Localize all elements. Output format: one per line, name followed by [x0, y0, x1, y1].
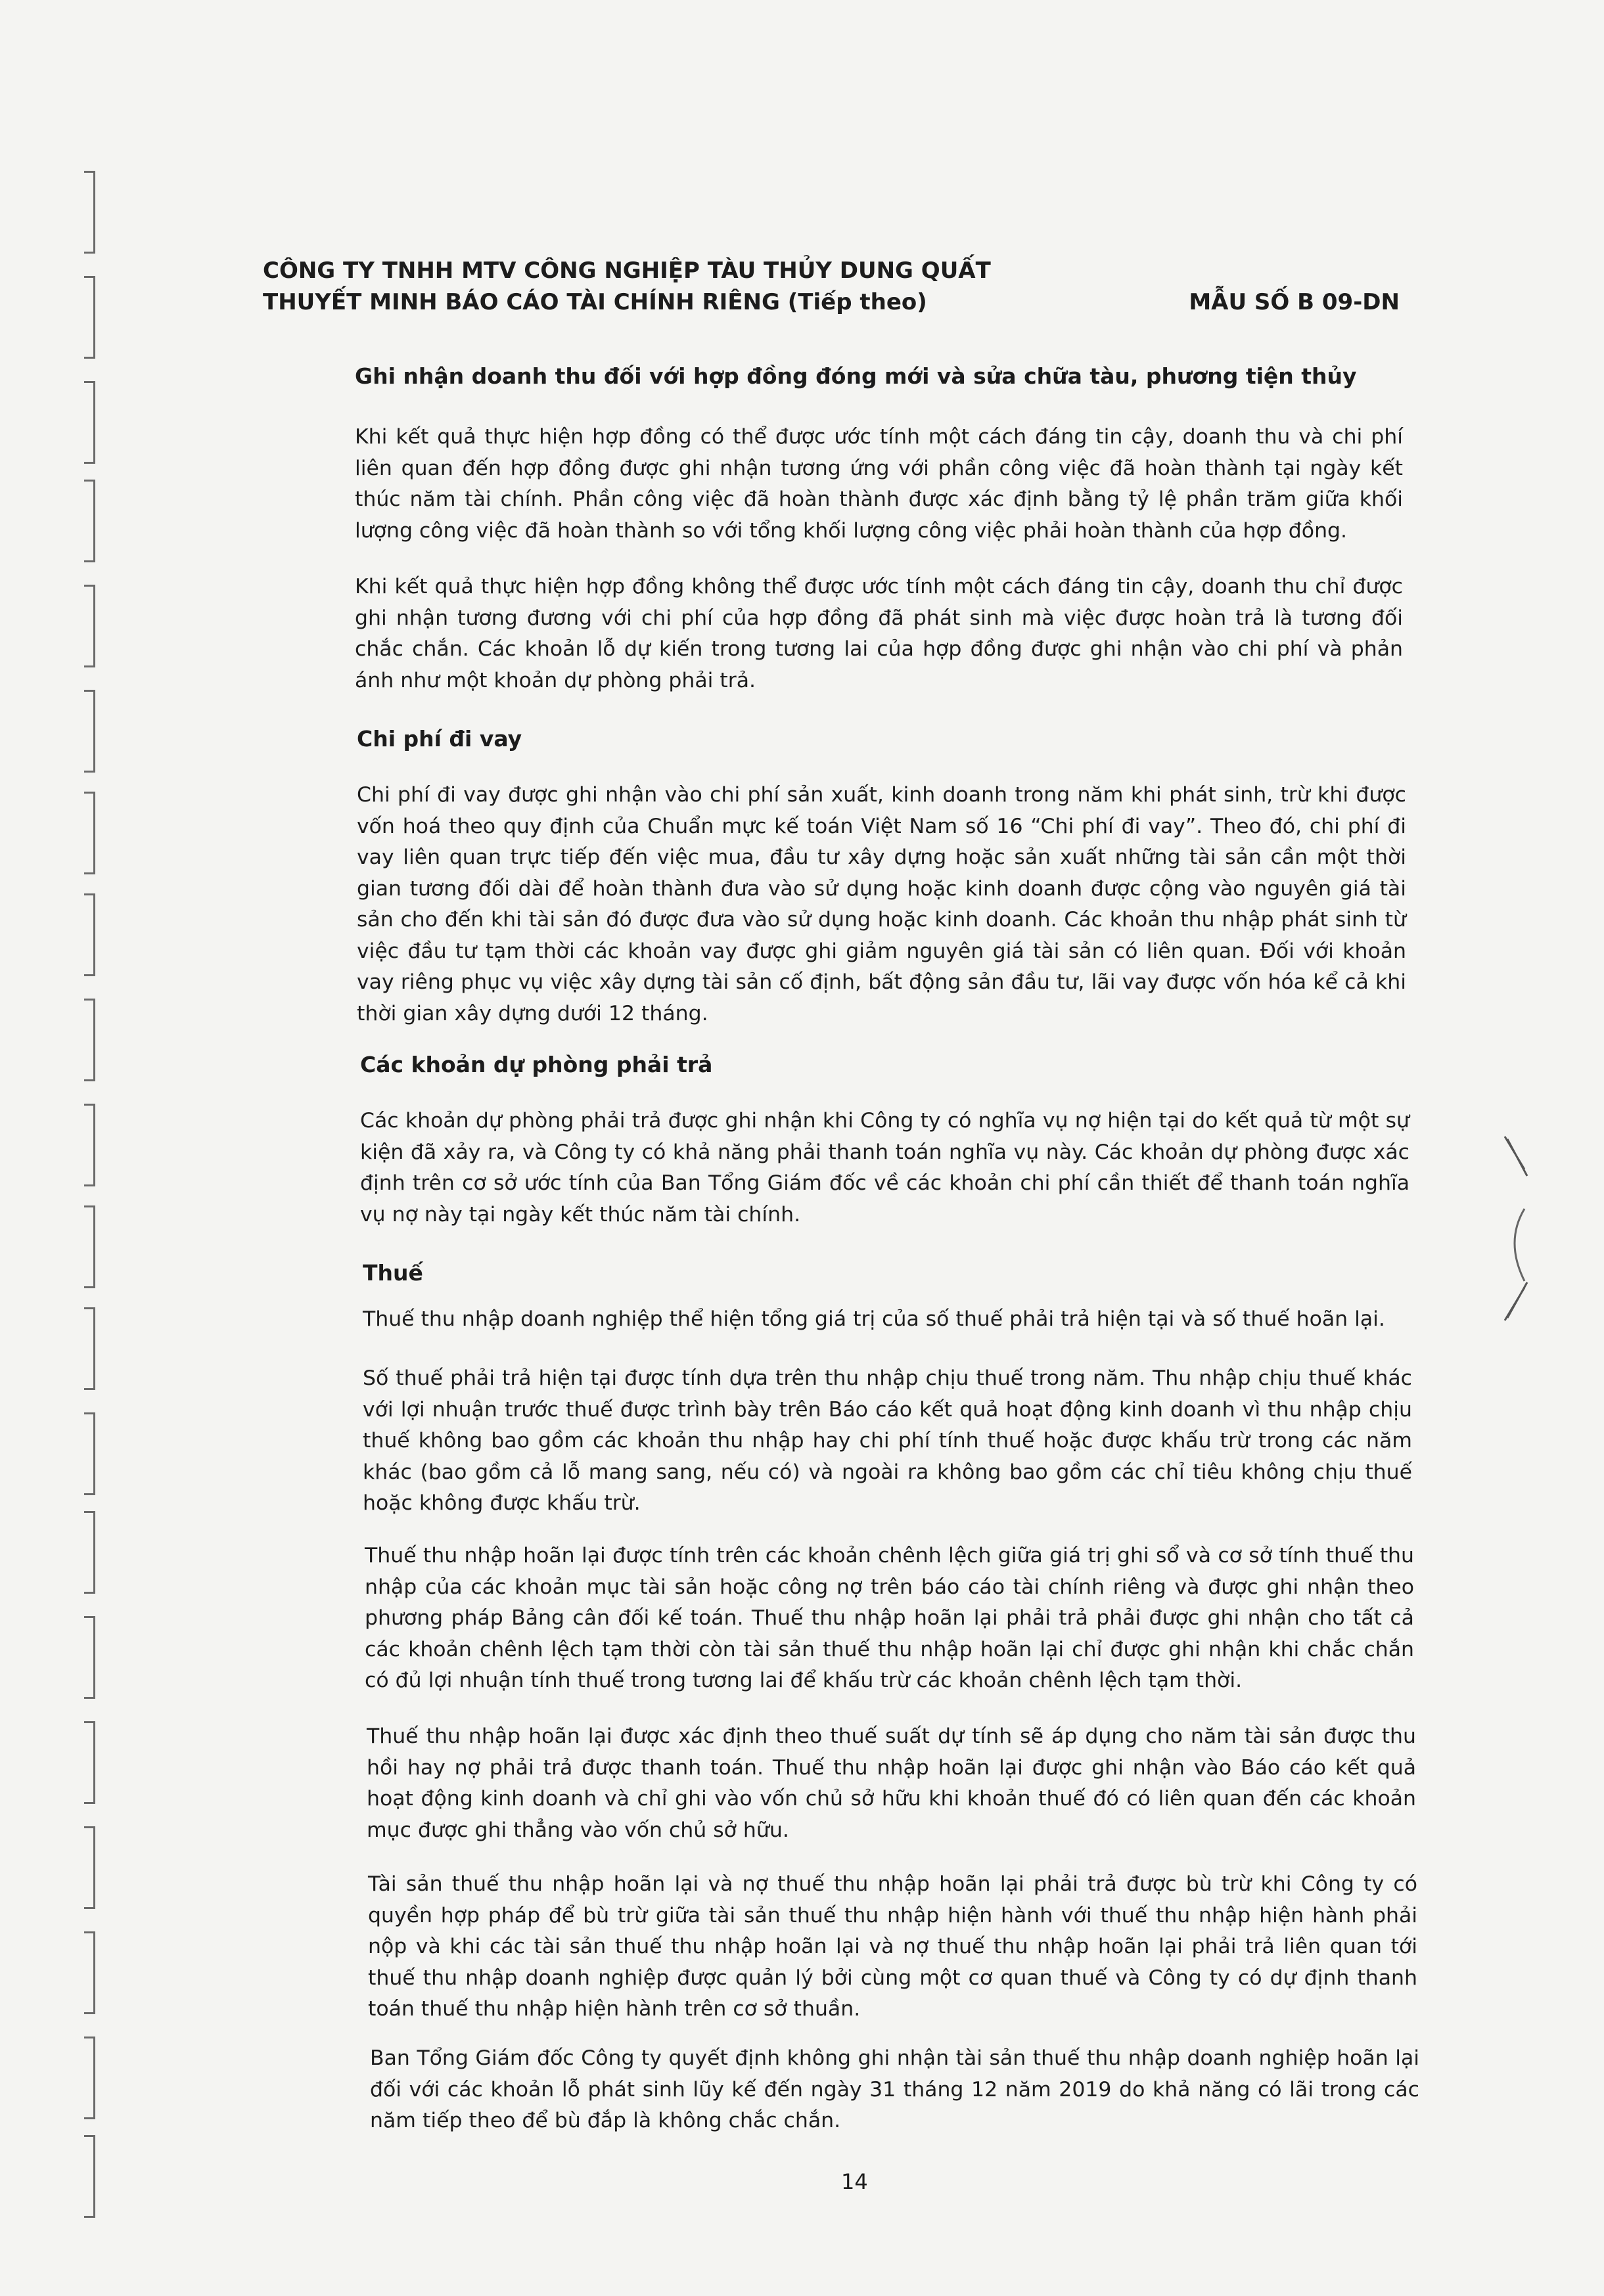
- heading-tax: Thuế: [363, 1260, 423, 1286]
- paragraph-tax-5: Tài sản thuế thu nhập hoãn lại và nợ thuế thu nhập hoãn lại phải trả được bù trừ khi Công ty có quyền hợp pháp để bù trừ giữa tài sản thuế thu nhập hiện hành với thuế thu nhập hiện hành phải nộp và khi các tài sản thuế thu nhập hoãn lại và nợ thuế thu nhập hoãn lại phải trả liên quan tới thuế thu nhập doanh nghiệp được quản lý bởi cùng một cơ quan thuế và Công ty có dự định thanh toán thuế thu nhập hiện hành trên cơ sở thuần.: [368, 1872, 1417, 2021]
- paragraph-revenue-2: Khi kết quả thực hiện hợp đồng không thể được ước tính một cách đáng tin cậy, doanh thu chỉ được ghi nhận tương đương với chi phí của hợp đồng đã phát sinh mà việc được hoàn trả là tương đối chắc chắn. Các khoản lỗ dự kiến trong tương lai của hợp đồng được ghi nhận vào chi phí và phản ánh như một khoản dự phòng phải trả.: [355, 575, 1403, 692]
- paragraph-revenue-1: Khi kết quả thực hiện hợp đồng có thể được ước tính một cách đáng tin cậy, doanh thu và chi phí liên quan đến hợp đồng được ghi nhận tương ứng với phần công việc đã hoàn thành tại ngày kết thúc năm tài chính. Phần công việc đã hoàn thành được xác định bằng tỷ lệ phần trăm giữa khối lượng công việc đã hoàn thành so với tổng khối lượng công việc phải hoàn thành của hợp đồng.: [355, 425, 1403, 543]
- document-subtitle: THUYẾT MINH BÁO CÁO TÀI CHÍNH RIÊNG (Tiếp theo): [263, 289, 927, 315]
- paragraph-tax-2: Số thuế phải trả hiện tại được tính dựa trên thu nhập chịu thuế trong năm. Thu nhập chịu thuế khác với lợi nhuận trước thuế được trình bày trên Báo cáo kết quả hoạt động kinh doanh vì thu nhập chịu thuế không bao gồm các khoản thu nhập hay chi phí tính thuế hoặc được khấu trừ trong các năm khác (bao gồm cả lỗ mang sang, nếu có) và ngoài ra không bao gồm các chỉ tiêu không chịu thuế hoặc không được khấu trừ.: [363, 1366, 1412, 1515]
- paragraph-provisions: Các khoản dự phòng phải trả được ghi nhận khi Công ty có nghĩa vụ nợ hiện tại do kết quả từ một sự kiện đã xảy ra, và Công ty có khả năng phải thanh toán nghĩa vụ này. Các khoản dự phòng được xác định trên cơ sở ước tính của Ban Tổng Giám đốc về các khoản chi phí cần thiết để thanh toán nghĩa vụ nợ này tại ngày kết thúc năm tài chính.: [360, 1109, 1409, 1227]
- stamp-mark-icon: [1498, 1130, 1551, 1327]
- company-name: CÔNG TY TNHH MTV CÔNG NGHIỆP TÀU THỦY DUNG QUẤT: [263, 258, 991, 284]
- paragraph-borrowing-costs: Chi phí đi vay được ghi nhận vào chi phí sản xuất, kinh doanh trong năm khi phát sinh, trừ khi được vốn hoá theo quy định của Chuẩn mực kế toán Việt Nam số 16 “Chi phí đi vay”. Theo đó, chi phí đi vay liên quan trực tiếp đến việc mua, đầu tư xây dựng hoặc sản xuất những tài sản cần một thời gian tương đối dài để hoàn thành đưa vào sử dụng hoặc kinh doanh được cộng vào nguyên giá tài sản cho đến khi tài sản đó được đưa vào sử dụng hoặc kinh doanh. Các khoản thu nhập phát sinh từ việc đầu tư tạm thời các khoản vay được ghi giảm nguyên giá tài sản có liên quan. Đối với khoản vay riêng phục vụ việc xây dựng tài sản cố định, bất động sản đầu tư, lãi vay được vốn hóa kể cả khi thời gian xây dựng dưới 12 tháng.: [357, 783, 1406, 1025]
- heading-provisions: Các khoản dự phòng phải trả: [360, 1052, 713, 1077]
- document-header: [263, 255, 1400, 318]
- paragraph-tax-3: Thuế thu nhập hoãn lại được tính trên các khoản chênh lệch giữa giá trị ghi sổ và cơ sở tính thuế thu nhập của các khoản mục tài sản hoặc công nợ trên báo cáo tài chính riêng và được ghi nhận theo phương pháp Bảng cân đối kế toán. Thuế thu nhập hoãn lại phải trả phải được ghi nhận cho tất cả các khoản chênh lệch tạm thời còn tài sản thuế thu nhập hoãn lại chỉ được ghi nhận khi chắc chắn có đủ lợi nhuận tính thuế trong tương lai để khấu trừ các khoản chênh lệch tạm thời.: [365, 1544, 1414, 1692]
- page-number: 14: [841, 2169, 868, 2194]
- heading-revenue-recognition: Ghi nhận doanh thu đối với hợp đồng đóng mới và sửa chữa tàu, phương tiện thủy: [355, 363, 1357, 389]
- paragraph-tax-1: Thuế thu nhập doanh nghiệp thể hiện tổng giá trị của số thuế phải trả hiện tại và số thuế hoãn lại.: [363, 1307, 1385, 1331]
- heading-borrowing-costs: Chi phí đi vay: [357, 726, 522, 752]
- binder-holes: [84, 171, 104, 2273]
- paragraph-tax-4: Thuế thu nhập hoãn lại được xác định theo thuế suất dự tính sẽ áp dụng cho năm tài sản được thu hồi hay nợ phải trả được thanh toán. Thuế thu nhập hoãn lại được ghi nhận vào Báo cáo kết quả hoạt động kinh doanh và chỉ ghi vào vốn chủ sở hữu khi khoản thuế đó có liên quan đến các khoản mục được ghi thẳng vào vốn chủ sở hữu.: [367, 1724, 1416, 1842]
- paragraph-tax-6: Ban Tổng Giám đốc Công ty quyết định không ghi nhận tài sản thuế thu nhập doanh nghiệp hoãn lại đối với các khoản lỗ phát sinh lũy kế đến ngày 31 tháng 12 năm 2019 do khả năng có lãi trong các năm tiếp theo để bù đắp là không chắc chắn.: [370, 2046, 1419, 2132]
- form-number: MẪU SỐ B 09-DN: [1189, 289, 1400, 315]
